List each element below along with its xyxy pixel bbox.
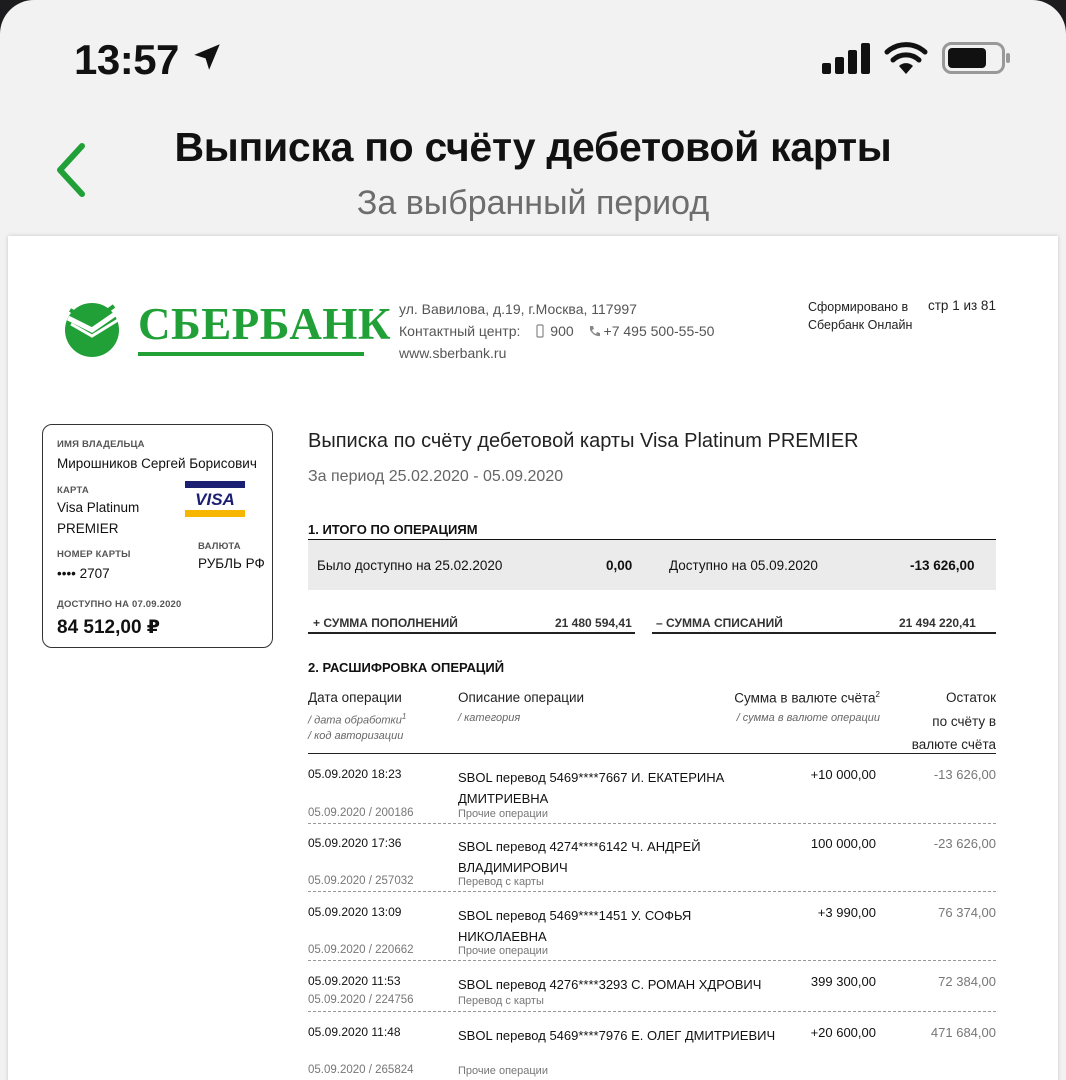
col-balance-header-2: по счёту в [932,714,996,729]
op-date: 05.09.2020 11:48 [308,1025,401,1039]
expense-label: – СУММА СПИСАНИЙ [656,616,783,630]
op-date: 05.09.2020 11:53 [308,974,401,988]
phone-handset-icon [588,324,600,338]
op-amount: +20 600,00 [810,1025,876,1040]
op-category: Прочие операции [458,808,548,820]
op-date: 05.09.2020 13:09 [308,905,402,919]
row-divider [308,891,996,892]
row-divider [308,960,996,961]
op-description: SBOL перевод 5469****7667 И. ЕКАТЕРИНА ДМИТРИЕВНА [458,770,725,806]
contact-center-row [399,320,714,342]
op-auth-code: 05.09.2020 / 224756 [308,994,414,1006]
col-amount-text: Сумма в валюте счёта [734,690,876,706]
op-description: SBOL перевод 4274****6142 Ч. АНДРЕЙ ВЛАДИМИРОВИЧ [458,839,701,875]
op-amount: 100 000,00 [810,836,876,851]
op-auth-code: 05.09.2020 / 265824 [308,1064,414,1076]
formed-line-1: Сформировано в [808,300,909,314]
currency-label: ВАЛЮТА [198,541,241,552]
status-time: 13:57 [74,36,179,83]
card-number: •••• 2707 [57,566,110,581]
op-category: Прочие операции [458,945,548,957]
col-desc-sub: / категория [458,712,521,724]
short-phone[interactable]: 900 [550,323,574,339]
op-date: 05.09.2020 17:36 [308,836,402,850]
op-description: SBOL перевод 5469****7976 Е. ОЛЕГ ДМИТРИЕВИЧ [458,1028,776,1043]
table-header-rule [308,753,996,754]
section-totals-heading: 1. ИТОГО ПО ОПЕРАЦИЯМ [308,522,478,537]
op-balance: 76 374,00 [938,905,996,920]
currency-value: РУБЛЬ РФ [198,556,265,571]
battery-icon [942,42,1012,74]
statement-title: Выписка по счёту дебетовой карты Visa Platinum PREMIER [308,430,859,452]
owner-label: ИМЯ ВЛАДЕЛЬЦА [57,439,145,450]
op-amount: 399 300,00 [810,974,876,989]
op-auth-code: 05.09.2020 / 257032 [308,875,414,887]
col-desc-header: Описание операции [458,690,585,705]
col-date-sub1-text: / дата обработки [308,714,402,727]
statement-document [8,236,1058,1080]
visa-logo-icon [185,481,245,517]
contact-label: Контактный центр: [399,323,521,339]
col-date-header: Дата операции [308,690,402,705]
card-label: КАРТА [57,485,89,496]
expense-rule [652,632,996,634]
op-auth-code: 05.09.2020 / 200186 [308,807,414,819]
statement-period: За период 25.02.2020 - 05.09.2020 [308,468,564,485]
visa-text: VISA [195,490,235,509]
op-balance: 72 384,00 [938,974,996,989]
expense-value: 21 494 220,41 [899,616,976,630]
op-amount: +10 000,00 [810,767,876,782]
page-subtitle: За выбранный период [356,184,710,222]
mobile-phone-icon [534,324,546,338]
sberbank-logo [62,296,392,358]
page-counter: стр 1 из 81 [928,298,996,313]
section-operations-heading: 2. РАСШИФРОВКА ОПЕРАЦИЙ [308,660,505,675]
op-balance: 471 684,00 [930,1025,996,1040]
income-value: 21 480 594,41 [555,616,632,630]
op-description: SBOL перевод 5469****1451 У. СОФЬЯ НИКОЛАЕВНА [458,908,692,944]
available-on-label: Доступно на 05.09.2020 [669,558,818,573]
row-divider [308,823,996,824]
available-on-value: -13 626,00 [910,558,975,573]
location-arrow-icon [190,40,224,74]
col-balance-header-1: Остаток [946,690,996,705]
balance-summary [308,540,996,590]
bank-name: СБЕРБАНК [138,299,392,349]
status-bar [0,0,1066,110]
col-date-sub2: / код авторизации [308,730,404,742]
op-amount: +3 990,00 [817,905,876,920]
phone-number[interactable]: +7 495 500-55-50 [603,323,715,339]
cellular-signal-icon [822,42,870,74]
income-rule [308,632,635,634]
op-category: Перевод с карты [458,876,544,888]
sberbank-emblem-icon [62,296,124,358]
formed-line-2: Сбербанк Онлайн [808,318,913,332]
col-balance-header-3: валюте счёта [911,737,996,752]
logo-underline [138,352,364,356]
formed-in [808,298,912,334]
available-label: ДОСТУПНО НА 07.09.2020 [57,599,182,610]
op-category: Перевод с карты [458,995,544,1007]
op-balance: -23 626,00 [933,836,996,851]
was-available-value: 0,00 [606,558,633,573]
card-name-1: Visa Platinum [57,500,140,515]
bank-address: ул. Вавилова, д.19, г.Москва, 117997 [399,301,637,317]
card-name-2: PREMIER [57,521,119,536]
card-number-label: НОМЕР КАРТЫ [57,549,131,560]
owner-name: Мирошников Сергей Борисович [57,456,257,471]
wifi-icon [884,40,928,76]
col-amount-header: Сумма в валюте счёта$^2$ [734,690,880,706]
page-title: Выписка по счёту дебетовой карты [174,124,892,170]
available-amount: 84 512,00 ₽ [57,617,161,638]
was-available-label: Было доступно на 25.02.2020 [317,558,503,573]
op-category: Прочие операции [458,1065,548,1077]
col-amount-sub: / сумма в валюте операции [736,712,880,724]
op-description: SBOL перевод 4276****3293 С. РОМАН ХДРОВИЧ [458,977,762,992]
bank-website[interactable]: www.sberbank.ru [399,345,507,361]
income-label: + СУММА ПОПОЛНЕНИЙ [313,616,458,630]
op-auth-code: 05.09.2020 / 220662 [308,944,414,956]
row-divider [308,1011,996,1012]
card-info-panel [42,424,273,648]
col-date-sub1: / дата обработки$^1$ [308,712,407,727]
bank-contacts [399,298,714,364]
op-date: 05.09.2020 18:23 [308,767,402,781]
op-balance: -13 626,00 [933,767,996,782]
